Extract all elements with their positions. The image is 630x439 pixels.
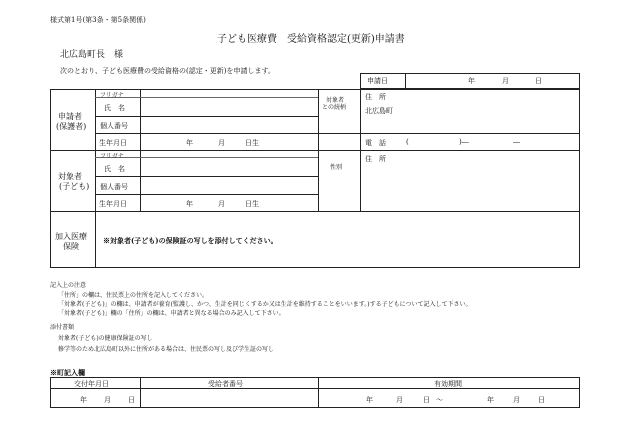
office-to-month[interactable]: 月 — [513, 396, 520, 404]
attachments-line-2: 修学等のため北広島町以外に住所がある場合は、住民票の写し及び学生証の写し — [58, 346, 275, 353]
office-issue-day[interactable]: 日 — [128, 396, 135, 404]
intro-text: 次のとおり、子ども医療費の受給資格の(認定・更新)を申請します。 — [60, 67, 275, 75]
office-to-day[interactable]: 日 — [538, 396, 545, 404]
form-number: 様式第1号(第3条・第5条関係) — [50, 16, 146, 24]
insurance-label: 加入医療 — [55, 232, 87, 241]
applicant-relation-label: 対象者 — [326, 97, 345, 104]
application-date-label: 申請日 — [367, 77, 388, 85]
applicant-relation-sublabel: との続柄 — [322, 104, 347, 111]
subject-section-sublabel: (子ども) — [59, 182, 90, 191]
applicant-dob-year[interactable]: 年 — [186, 139, 193, 147]
subject-sex-label: 性別 — [330, 164, 343, 171]
applicant-id-label: 個人番号 — [100, 122, 128, 130]
attachments-heading: 添付書類 — [50, 324, 75, 331]
applicant-section-sublabel: (保護者) — [56, 122, 87, 131]
application-month[interactable]: 月 — [502, 77, 509, 85]
applicant-dob-label: 生年月日 — [99, 139, 127, 147]
applicant-name-label: 氏 名 — [104, 104, 125, 112]
applicant-phone-open[interactable]: ( — [406, 138, 409, 146]
applicant-furigana-label: フリガナ — [100, 92, 124, 99]
applicant-address-value[interactable]: 北広島町 — [365, 107, 393, 115]
office-to-year[interactable]: 年 — [487, 396, 494, 404]
insurance-sublabel: 保険 — [63, 242, 79, 251]
applicant-dob-month[interactable]: 月 — [218, 139, 225, 147]
office-period-tilde: ～ — [436, 396, 443, 404]
attachments-line-1: 対象者(子ども)の健康保険証の写し — [58, 335, 153, 342]
subject-section-label: 対象者 — [58, 172, 82, 181]
office-from-year[interactable]: 年 — [366, 396, 373, 404]
office-from-day[interactable]: 日 — [423, 396, 430, 404]
applicant-dob-day[interactable]: 日生 — [245, 139, 259, 147]
applicant-phone-label: 電 話 — [365, 139, 386, 147]
applicant-section-label: 申請者 — [58, 112, 82, 121]
subject-id-label: 個人番号 — [100, 183, 128, 191]
subject-name-label: 氏 名 — [104, 165, 125, 173]
subject-dob-label: 生年月日 — [99, 200, 127, 208]
insurance-note: ※対象者(子ども)の保険証の写しを添付してください。 — [103, 236, 278, 245]
subject-furigana-label: フリガナ — [100, 153, 124, 160]
notes-line-3: 「対象者(子ども)」欄の「住所」の欄は、申請者と異なる場合のみ記入して下さい。 — [58, 310, 285, 317]
subject-dob-year[interactable]: 年 — [186, 200, 193, 208]
office-col-issue-date: 交付年月日 — [74, 380, 109, 388]
office-from-month[interactable]: 月 — [396, 396, 403, 404]
subject-dob-month[interactable]: 月 — [218, 200, 225, 208]
form-title: 子ども医療費 受給資格認定(更新)申請書 — [217, 34, 405, 45]
notes-heading: 記入上の注意 — [50, 282, 87, 289]
office-col-recipient-no: 受給者番号 — [208, 380, 243, 388]
office-issue-year[interactable]: 年 — [80, 396, 87, 404]
office-use-heading: ※町記入欄 — [50, 368, 85, 377]
applicant-address-label: 住 所 — [365, 93, 386, 101]
application-year[interactable]: 年 — [468, 77, 475, 85]
office-issue-month[interactable]: 月 — [104, 396, 111, 404]
notes-line-2: 「対象者(子ども)」の欄は、申請者が養育(監護し、かつ、生計を同じくするか又は生計を維持することをいいます。)する子どもについて記入して下さい。 — [58, 301, 472, 308]
applicant-phone-close[interactable]: )― — [459, 138, 469, 146]
subject-dob-day[interactable]: 日生 — [245, 200, 259, 208]
application-day[interactable]: 日 — [535, 77, 542, 85]
applicant-phone-dash[interactable]: ― — [513, 138, 520, 146]
office-col-valid-period: 有効期間 — [434, 380, 462, 388]
notes-line-1: 「住所」の欄は、住民票上の住所を記入してください。 — [58, 292, 209, 299]
addressee: 北広島町長 様 — [60, 50, 124, 60]
subject-address-label: 住 所 — [365, 155, 386, 163]
